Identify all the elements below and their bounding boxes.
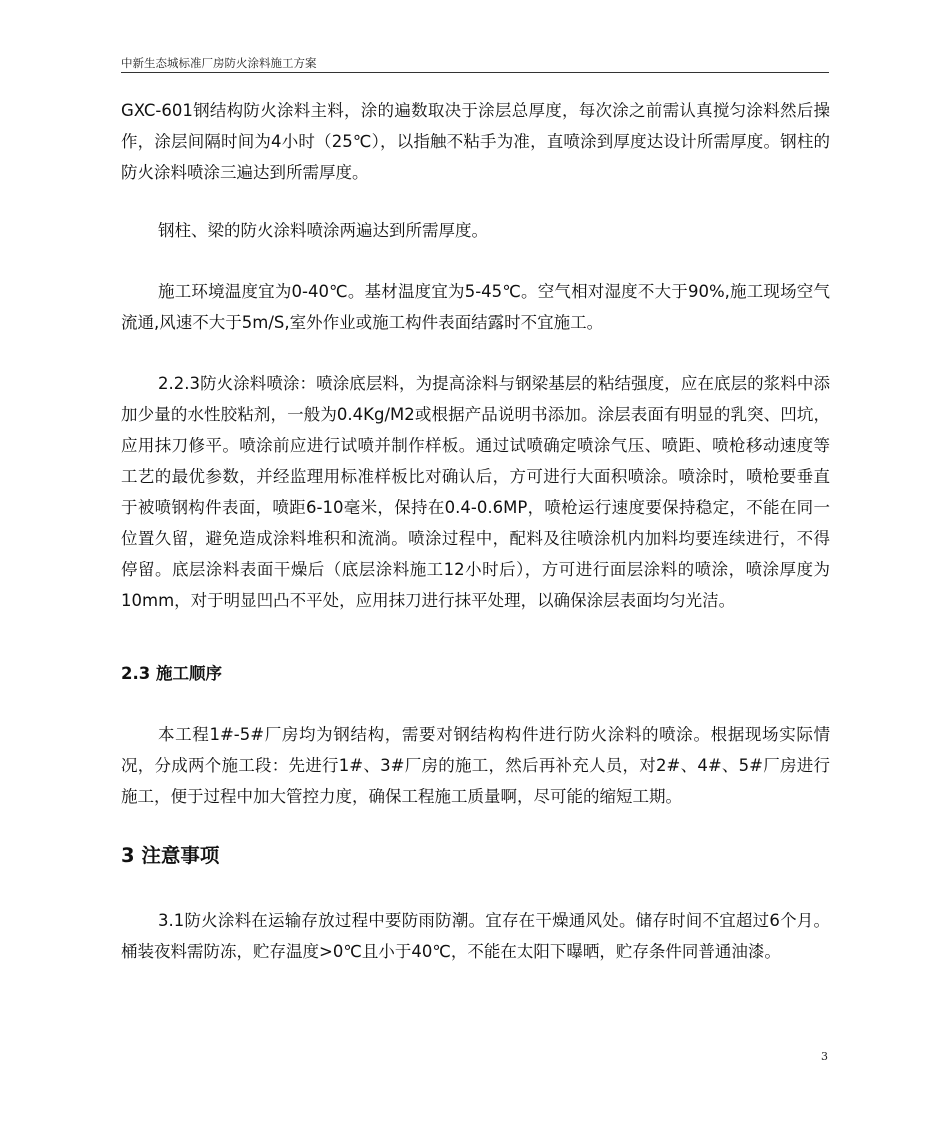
section-heading-2-3: 2.3 施工顺序 — [121, 664, 222, 683]
page-header — [121, 52, 829, 73]
paragraph-spray-procedure: 2.2.3防火涂料喷涂：喷涂底层料，为提高涂料与钢梁基层的粘结强度，应在底层的浆料中添加少量的水性胶粘剂，一般为0.4Kg/M2或根据产品说明书添加。涂层表面有明显的乳突、凹坑，应用抹刀修平。喷涂前应进行试喷并制作样板。通过试喷确定喷涂气压、喷距、喷枪移动速度等工艺的最优参数，并经监理用标准样板比对确认后，方可进行大面积喷涂。喷涂时，喷枪要垂直于被喷钢构件表面，喷距6-10毫米，保持在0.4-0.6MP，喷枪运行速度要保持稳定，不能在同一位置久留，避免造成涂料堆积和流淌。喷涂过程中，配料及往喷涂机内加料均要连续进行，不得停留。底层涂料表面干燥后（底层涂料施工12小时后），方可进行面层涂料的喷涂，喷涂厚度为10mm，对于明显凹凸不平处，应用抹刀进行抹平处理，以确保涂层表面均匀光洁。 — [121, 374, 830, 610]
paragraph-storage-notes: 3.1防火涂料在运输存放过程中要防雨防潮。宜存在干燥通风处。储存时间不宜超过6个月。桶装夜料需防冻，贮存温度>0℃且小于40℃，不能在太阳下曝晒，贮存条件同普通油漆。 — [121, 911, 830, 961]
page-number: 3 — [821, 1050, 828, 1063]
section-heading-3: 3 注意事项 — [121, 844, 220, 867]
paragraph-construction-sequence: 本工程1#-5#厂房均为钢结构，需要对钢结构构件进行防火涂料的喷涂。根据现场实际情况，分成两个施工段：先进行1#、3#厂房的施工，然后再补充人员，对2#、4#、5#厂房进行施工，便于过程中加大管控力度，确保工程施工质量啊，尽可能的缩短工期。 — [121, 725, 830, 806]
paragraph-primer-coating: GXC-601钢结构防火涂料主料，涂的遍数取决于涂层总厚度，每次涂之前需认真搅匀涂料然后操作，涂层间隔时间为4小时（25℃），以指触不粘手为准，直喷涂到厚度达设计所需厚度。钢柱的防火涂料喷涂三遍达到所需厚度。 — [121, 101, 830, 182]
paragraph-environment-conditions: 施工环境温度宜为0-40℃。基材温度宜为5-45℃。空气相对湿度不大于90%,施工现场空气流通,风速不大于5m/S,室外作业或施工构件表面结露时不宜施工。 — [121, 282, 830, 332]
paragraph-column-beam-coats: 钢柱、梁的防火涂料喷涂两遍达到所需厚度。 — [158, 221, 488, 240]
header-title: 中新生态城标准厂房防火涂料施工方案 — [121, 56, 317, 70]
